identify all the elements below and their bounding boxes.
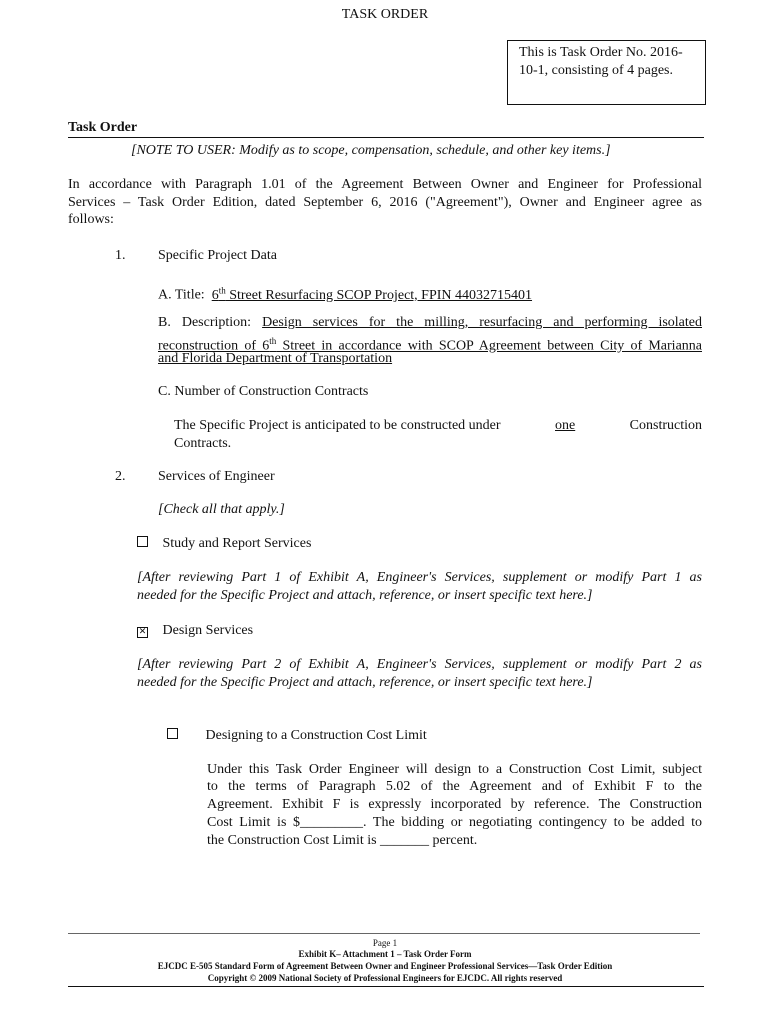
study-services-checkbox[interactable] [137,536,148,547]
item-heading: Services of Engineer [158,469,275,484]
footer-copyright: Copyright © 2009 National Society of Professional Engineers for EJCDC. All rights reserved [207,973,563,983]
description-pre: reconstruction of 6 [158,338,270,354]
description-post: Street in accordance with SCOP Agreement between City of Marianna [276,338,702,354]
footer-exhibit: Exhibit K– Attachment 1 – Task Order Form [298,949,472,959]
user-note: [NOTE TO USER: Modify as to scope, compensation, schedule, and other key items.] [131,143,611,158]
project-title-post: Street Resurfacing SCOP Project, FPIN 44032715401 [225,287,533,303]
cost-limit-line: Cost Limit is $_________. The bidding or negotiating contingency to be added to [207,815,702,830]
study-note-line: needed for the Specific Project and attach, reference, or insert specific text here.] [137,588,593,603]
contracts-line [174,417,702,435]
project-title-value [211,285,533,303]
section-rule [68,137,704,138]
design-services-checkbox[interactable] [137,627,148,638]
cost-limit-checkbox[interactable] [167,728,178,739]
design-services-label: Design Services [162,623,254,638]
contracts-heading: C. Number of Construction Contracts [158,384,369,399]
footer-bottom-rule [68,986,704,987]
contracts-line: Contracts. [174,436,232,451]
study-services-label: Study and Report Services [162,536,312,551]
footer-rule [68,933,700,934]
cost-limit-line: the Construction Cost Limit is _______ percent. [207,833,478,848]
section-title: Task Order [68,120,138,135]
footer-standard: EJCDC E-505 Standard Form of Agreement Between Owner and Engineer Professional Services—Task Order Edition [157,961,613,971]
design-note-line: [After reviewing Part 2 of Exhibit A, Engineer's Services, supplement or modify Part 2 as [137,657,702,672]
project-title-sup: th [218,285,226,295]
task-order-number-box [507,40,706,105]
item-number: 2. [115,469,126,484]
design-note-line: needed for the Specific Project and attach, reference, or insert specific text here.] [137,675,593,690]
study-note-line: [After reviewing Part 1 of Exhibit A, Engineer's Services, supplement or modify Part 1 as [137,570,702,585]
cost-limit-line: to the terms of Paragraph 5.02 of the Agreement and of Exhibit F to the [207,779,702,794]
task-order-box-line: This is Task Order No. 2016- [519,45,683,60]
contracts-text: The Specific Project is anticipated to be constructed under [174,418,501,433]
item-heading: Specific Project Data [158,248,277,263]
project-title-row [158,281,532,305]
project-title-label: A. Title: [158,287,205,303]
cost-limit-option[interactable] [167,727,427,745]
contracts-text-end: Construction [629,418,702,433]
project-title-pre: 6 [211,287,219,303]
description-sup: th [269,336,277,346]
check-mark-icon: ✕ [138,627,147,637]
item-number: 1. [115,248,126,263]
page-number: Page 1 [372,938,398,948]
design-services-option[interactable] [137,622,253,640]
description-label: B. Description: [158,315,252,330]
intro-line: In accordance with Paragraph 1.01 of the Agreement Between Owner and Engineer for Professional [68,177,702,192]
cost-limit-line: Under this Task Order Engineer will design to a Construction Cost Limit, subject [207,762,702,777]
cost-limit-line: Agreement. Exhibit F is expressly incorporated by reference. The Construction [207,797,702,812]
task-order-box-line: 10-1, consisting of 4 pages. [519,63,673,78]
cost-limit-label: Designing to a Construction Cost Limit [205,728,427,743]
contracts-count: one [555,418,576,433]
description-line [158,314,702,332]
document-title: TASK ORDER [341,7,429,22]
description-value: Design services for the milling, resurfacing and performing isolated [262,315,702,330]
study-services-option[interactable] [137,535,311,553]
description-line: and Florida Department of Transportation [158,351,393,366]
check-note: [Check all that apply.] [158,502,285,517]
description-line [158,332,702,354]
intro-line: Services – Task Order Edition, dated September 6, 2016 ("Agreement"), Owner and Engineer agree as [68,195,702,210]
intro-line: follows: [68,212,114,227]
